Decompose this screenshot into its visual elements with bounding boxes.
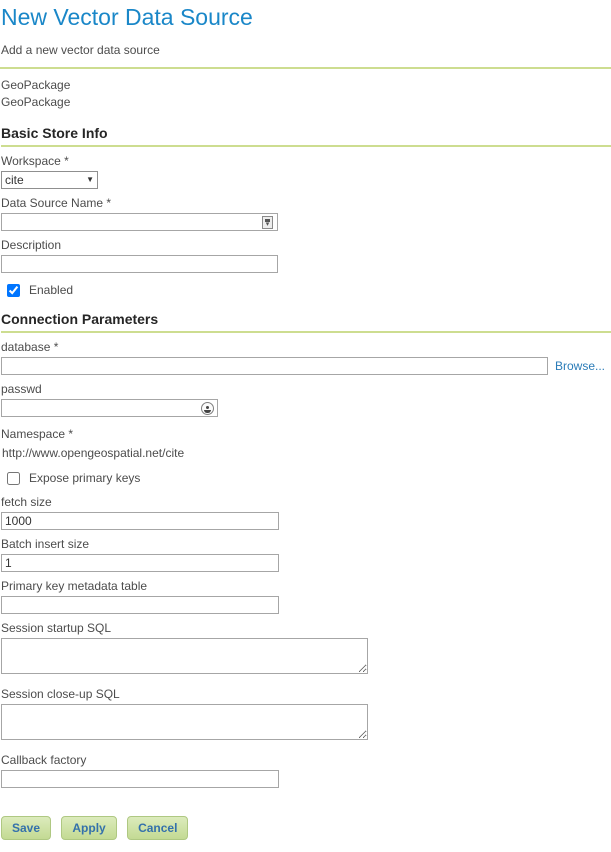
batch-insert-size-input[interactable] [1, 554, 279, 572]
primary-key-metadata-table-field [1, 579, 611, 614]
expose-primary-keys-row [7, 471, 611, 485]
fetch-size-input[interactable] [1, 512, 279, 530]
expose-primary-keys-checkbox[interactable] [7, 472, 20, 485]
page-title: New Vector Data Source [1, 4, 253, 30]
namespace-value: http://www.opengeospatial.net/cite [2, 446, 185, 460]
top-divider [0, 67, 611, 69]
basic-store-info-heading: Basic Store Info [1, 125, 611, 147]
session-close-up-sql-textarea[interactable] [1, 704, 368, 740]
enabled-checkbox[interactable] [7, 284, 20, 297]
passwd-input[interactable] [1, 399, 218, 417]
passwd-field [1, 382, 611, 417]
database-row [1, 357, 611, 375]
session-close-up-sql-label: Session close-up SQL [1, 687, 120, 701]
session-startup-sql-label: Session startup SQL [1, 621, 112, 635]
callback-factory-label: Callback factory [1, 753, 87, 767]
workspace-select-wrap [1, 171, 98, 189]
password-reveal-icon[interactable] [201, 402, 214, 415]
batch-insert-size-field [1, 537, 611, 572]
session-startup-sql-textarea[interactable] [1, 638, 368, 674]
cancel-button[interactable]: Cancel [127, 816, 188, 840]
store-type-description: GeoPackage [1, 95, 71, 109]
browse-link[interactable]: Browse... [555, 359, 606, 373]
callback-factory-field [1, 753, 611, 788]
description-field [1, 238, 611, 273]
namespace-field [1, 427, 611, 461]
enabled-row [7, 283, 611, 297]
text-entry-feedback-icon [262, 216, 273, 229]
workspace-select[interactable] [1, 171, 98, 189]
batch-insert-size-label: Batch insert size [1, 537, 90, 551]
apply-button[interactable]: Apply [61, 816, 116, 840]
data-source-name-input-wrap [1, 213, 278, 231]
save-button[interactable]: Save [1, 816, 51, 840]
session-startup-sql-field [1, 621, 611, 677]
description-label: Description [1, 238, 62, 252]
primary-key-metadata-table-input[interactable] [1, 596, 279, 614]
connection-parameters-heading: Connection Parameters [1, 311, 611, 333]
workspace-label: Workspace * [1, 154, 69, 168]
store-type-name: GeoPackage [1, 78, 71, 92]
fetch-size-field [1, 495, 611, 530]
page-subtitle: Add a new vector data source [1, 43, 160, 57]
passwd-label: passwd [1, 382, 42, 396]
namespace-label: Namespace * [1, 427, 74, 441]
data-source-name-label: Data Source Name * [1, 196, 112, 210]
chevron-down-icon: ▼ [86, 175, 94, 184]
workspace-field [1, 154, 611, 189]
fetch-size-label: fetch size [1, 495, 52, 509]
form-actions [1, 816, 611, 852]
data-source-name-input[interactable] [1, 213, 278, 231]
expose-primary-keys-label: Expose primary keys [29, 471, 141, 485]
database-label: database * [1, 340, 59, 354]
database-input[interactable] [1, 357, 548, 375]
callback-factory-input[interactable] [1, 770, 279, 788]
description-input[interactable] [1, 255, 278, 273]
enabled-label: Enabled [29, 283, 74, 297]
new-vector-data-source-page [0, 4, 611, 852]
data-source-name-field [1, 196, 611, 231]
primary-key-metadata-table-label: Primary key metadata table [1, 579, 148, 593]
session-close-up-sql-field [1, 687, 611, 743]
passwd-input-wrap [1, 399, 218, 417]
database-field [1, 340, 611, 375]
